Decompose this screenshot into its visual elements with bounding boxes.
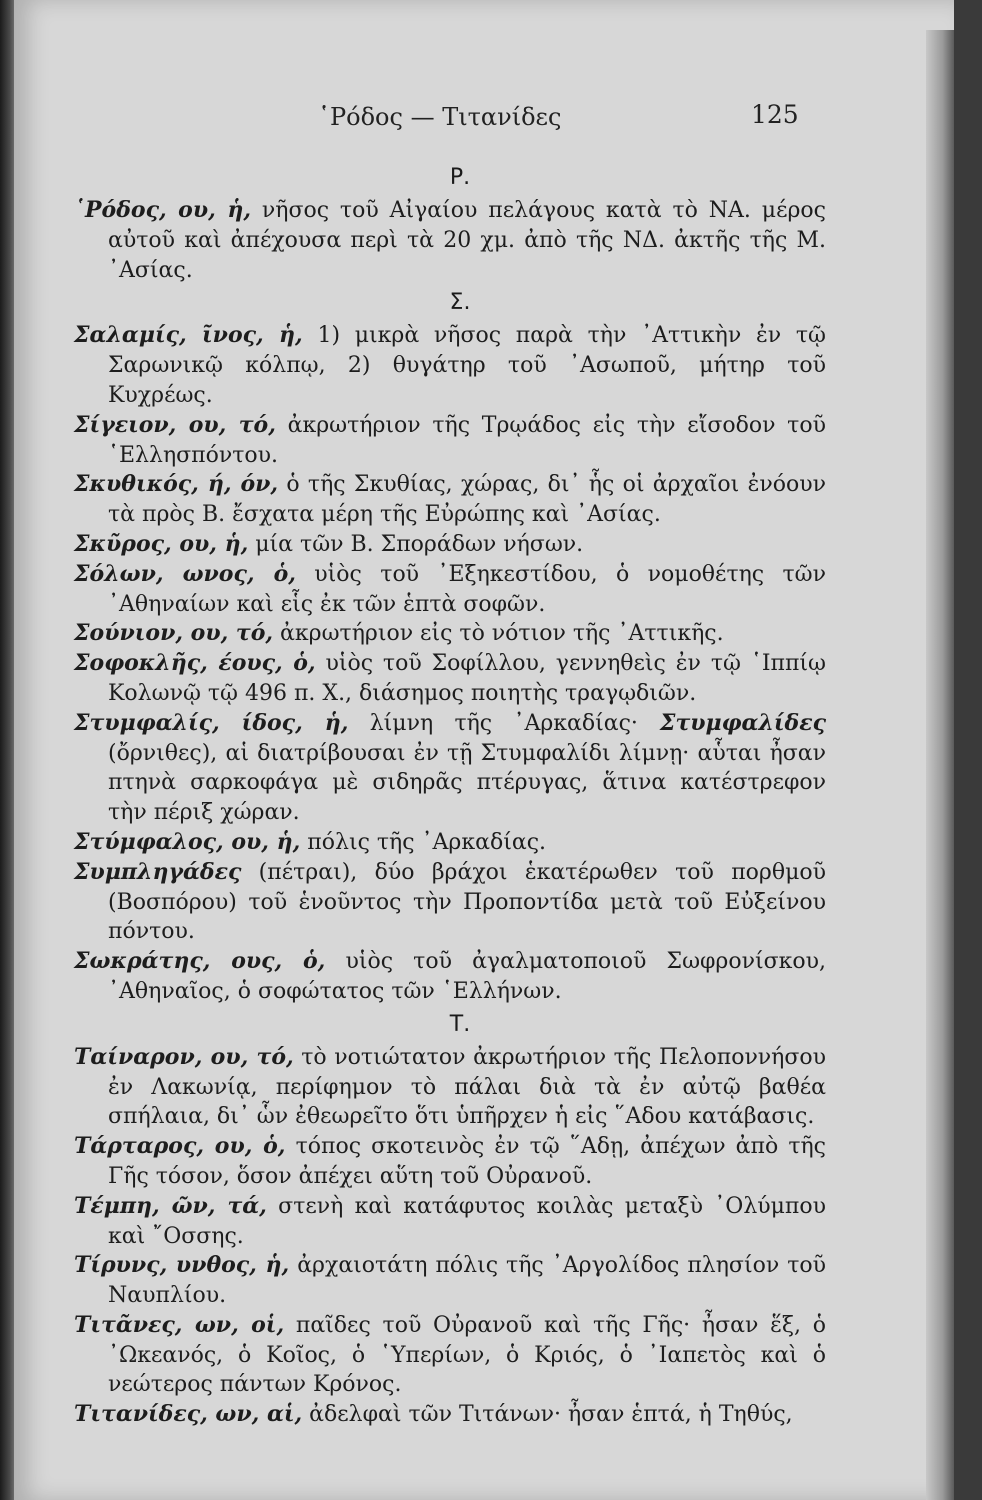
glossary-entry	[74, 470, 826, 530]
entry-definition: λίμνη τῆς ᾿Αρκαδίας·	[348, 710, 638, 736]
entry-headword: Συμπληγάδες	[74, 858, 242, 885]
entry-headword: Τέμπη, ῶν, τά,	[74, 1192, 267, 1219]
entry-definition: ἀρχαιοτάτη πόλις τῆς ᾿Αργολίδος πλησίον τοῦ Ναυπλίου.	[108, 1253, 827, 1309]
glossary-entry	[74, 530, 826, 560]
entry-headword: ῾Ρόδος, ου, ἡ,	[74, 197, 251, 223]
entry-headword: Σοφοκλῆς, έους, ὁ,	[74, 650, 316, 677]
running-header: ῾Ρόδος — Τιτανίδες	[318, 103, 562, 131]
glossary-entry	[74, 411, 826, 471]
section-letter-tau: Τ.	[449, 1011, 471, 1037]
glossary-entry	[74, 1400, 826, 1430]
entry-definition: ἀδελφαὶ τῶν Τιτάνων· ἦσαν ἑπτά, ἡ Τηθύς,	[302, 1402, 793, 1428]
entry-headword: Σόλων, ωνος, ὁ,	[74, 560, 296, 587]
section-letter-sigma: Σ.	[449, 290, 471, 316]
entry-definition: στενὴ καὶ κατάφυτος κοιλὰς μεταξὺ ᾿Ολύμπου καὶ ῎Οσσης.	[108, 1193, 827, 1249]
entry-definition: ὁ τῆς Σκυθίας, χώρας, δι᾿ ἧς οἱ ἀρχαῖοι ἐνόουν τὰ πρὸς Β. ἔσχατα μέρη τῆς Εὐρώπης καὶ ᾿Ασίας.	[108, 472, 827, 528]
glossary-entry	[74, 828, 826, 858]
entry-headword: Τιτανίδες, ων, αἱ,	[74, 1401, 303, 1428]
glossary-entry	[74, 619, 826, 649]
entry-headword: Τιτᾶνες, ων, οἱ,	[74, 1311, 285, 1338]
entry-definition: (πέτραι), δύο βράχοι ἑκατέρωθεν τοῦ πορθμοῦ (Βοσπόρου) τοῦ ἑνοῦντος τὴν Προποντίδα μετὰ τοῦ Εὐξείνου πόντου.	[108, 859, 826, 945]
entry-headword: Σκῦρος, ου, ἡ,	[74, 530, 249, 557]
entry-definition: πόλις τῆς ᾿Αρκαδίας.	[300, 829, 547, 855]
entry-definition: παῖδες τοῦ Οὐρανοῦ καὶ τῆς Γῆς· ἦσαν ἕξ, ὁ ᾿Ωκεανός, ὁ Κοῖος, ὁ ῾Υπερίων, ὁ Κριός, ὁ ᾿Ιαπετὸς καὶ ὁ νεώτερος πάντων Κρόνος.	[108, 1312, 826, 1398]
entry-definition: 1) μικρὰ νῆσος παρὰ τὴν ᾿Αττικὴν ἐν τῷ Σαρωνικῷ κόλπῳ, 2) θυγάτηρ τοῦ ᾿Ασωποῦ, μήτηρ τοῦ Κυχρέως.	[108, 323, 826, 408]
entry-headword: Σκυθικός, ή, όν,	[74, 471, 279, 498]
page-edge	[926, 30, 954, 1500]
entry-headword: Τάρταρος, ου, ὁ,	[74, 1133, 286, 1160]
entry-definition: νῆσος τοῦ Αἰγαίου πελάγους κατὰ τὸ ΝΑ. μέρος αὐτοῦ καὶ ἀπέχουσα περὶ τὰ 20 χμ. ἀπὸ τῆς ΝΔ. ἀκτῆς τῆς Μ. ᾿Ασίας.	[108, 198, 826, 283]
entry-headword: Σούνιον, ου, τό,	[74, 620, 274, 647]
entry-definition: υἱὸς τοῦ ᾿Εξηκεστίδου, ὁ νομοθέτης τῶν ᾿Αθηναίων καὶ εἷς ἐκ τῶν ἑπτὰ σοφῶν.	[108, 561, 826, 617]
entry-definition: ἀκρωτήριον εἰς τὸ νότιον τῆς ᾿Αττικῆς.	[273, 621, 724, 647]
entry-headword: Στύμφαλος, ου, ἡ,	[74, 828, 301, 855]
glossary-entry	[74, 1132, 826, 1192]
entry-definition: υἱὸς τοῦ ἀγαλματοποιοῦ Σωφρονίσκου, ᾿Αθηναῖος, ὁ σοφώτατος τῶν ῾Ελλήνων.	[108, 949, 826, 1004]
entry-headword: Σίγειον, ου, τό,	[74, 411, 276, 438]
glossary-entry	[74, 947, 826, 1007]
page-number: 125	[751, 100, 799, 129]
entry-headword: Ταίναρον, ου, τό,	[74, 1043, 294, 1070]
entry-definition: μία τῶν Β. Σποράδων νήσων.	[248, 531, 584, 557]
entry-sub-definition: (ὄρνιθες), αἱ διατρίβουσαι ἐν τῇ Στυμφαλίδι λίμνῃ· αὗται ἦσαν πτηνὰ σαρκοφάγα μὲ σιδηρᾶς πτέρυγας, ἅτινα κατέστρεφον τὴν πέριξ χώραν.	[108, 740, 826, 826]
glossary-entry	[74, 858, 826, 947]
entry-sub-headword: Στυμφαλίδες	[637, 709, 826, 736]
entry-definition: ἀκρωτήριον τῆς Τρῳάδος εἰς τὴν εἴσοδον τοῦ ῾Ελλησπόντου.	[108, 412, 826, 468]
entry-headword: Στυμφαλίς, ίδος, ἡ,	[74, 709, 349, 736]
book-binding-shadow	[0, 0, 14, 1500]
glossary-entry	[74, 1192, 826, 1252]
glossary-entry	[74, 1251, 826, 1311]
entry-definition: τόπος σκοτεινὸς ἐν τῷ ῞Αδῃ, ἀπέχων ἀπὸ τῆς Γῆς τόσον, ὅσον ἀπέχει αὕτη τοῦ Οὐρανοῦ.	[108, 1134, 826, 1189]
entry-headword: Σωκράτης, ους, ὁ,	[74, 948, 326, 975]
entry-definition: τὸ νοτιώτατον ἀκρωτήριον τῆς Πελοποννήσου ἐν Λακωνίᾳ, περίφημον τὸ πάλαι διὰ τὰ ἐν αὐτῷ βαθέα σπήλαια, δι᾿ ὧν ἐθεωρεῖτο ὅτι ὑπῆρχεν ἡ εἰς ῞Αδου κατάβασις.	[108, 1044, 827, 1130]
glossary-entry	[74, 1311, 826, 1400]
glossary-entry	[74, 649, 826, 709]
glossary-entry	[74, 1043, 826, 1132]
entry-headword: Τίρυνς, υνθος, ἡ,	[74, 1252, 290, 1279]
entry-definition: υἱὸς τοῦ Σοφίλλου, γεννηθεὶς ἐν τῷ ῾Ιππίῳ Κολωνῷ τῷ 496 π. Χ., διάσημος ποιητὴς τραγῳδιῶν.	[108, 651, 826, 706]
glossary-entry	[74, 709, 826, 828]
glossary-content	[74, 160, 826, 1430]
glossary-entry	[74, 560, 826, 620]
glossary-entry	[74, 196, 826, 285]
glossary-entry	[74, 321, 826, 410]
section-letter-rho: Ρ.	[449, 165, 471, 190]
entry-headword: Σαλαμίς, ῖνος, ἡ,	[74, 322, 303, 349]
